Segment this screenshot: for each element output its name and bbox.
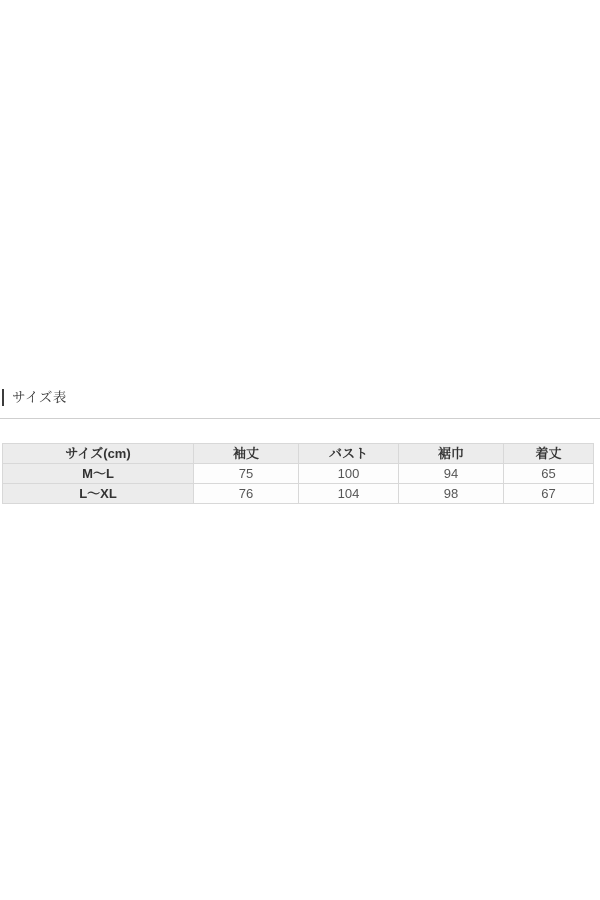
size-value-cell: 100 xyxy=(299,464,399,484)
size-row-m-l xyxy=(3,464,594,484)
column-header-bust: バスト xyxy=(299,444,399,464)
column-header-size-cm: サイズ(cm) xyxy=(3,444,194,464)
size-value-cell: 67 xyxy=(504,484,594,504)
size-value-cell: 75 xyxy=(194,464,299,484)
column-header-hem-width: 裾巾 xyxy=(399,444,504,464)
size-table-heading xyxy=(2,389,67,406)
size-table-header-row xyxy=(3,444,594,464)
size-value-cell: 65 xyxy=(504,464,594,484)
size-label-cell: L〜XL xyxy=(3,484,194,504)
size-value-cell: 94 xyxy=(399,464,504,484)
size-table xyxy=(2,443,594,504)
column-header-sleeve-length: 袖丈 xyxy=(194,444,299,464)
column-header-body-length: 着丈 xyxy=(504,444,594,464)
size-value-cell: 76 xyxy=(194,484,299,504)
section-divider xyxy=(0,418,600,419)
size-label-cell: M〜L xyxy=(3,464,194,484)
size-value-cell: 104 xyxy=(299,484,399,504)
size-table-heading-label: サイズ表 xyxy=(12,390,67,405)
size-value-cell: 98 xyxy=(399,484,504,504)
size-row-l-xl xyxy=(3,484,594,504)
